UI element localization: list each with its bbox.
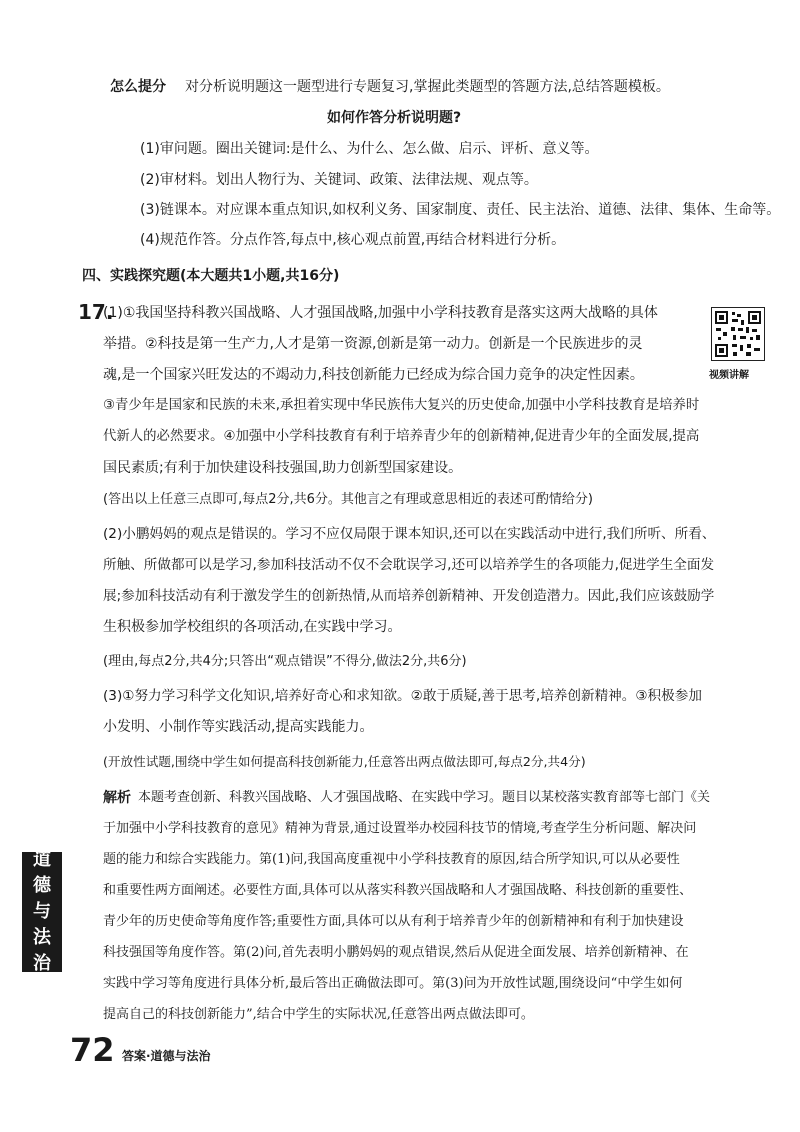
- tips-item: (2)审材料。划出人物行为、关键词、政策、法律法规、观点等。: [140, 172, 538, 188]
- tips-label: 怎么提分: [110, 79, 166, 95]
- scoring-note: (开放性试题,围绕中学生如何提高科技创新能力,任意答出两点做法即可,每点2分,共4分): [103, 754, 586, 769]
- analysis-line: 本题考查创新、科教兴国战略、人才强国战略、在实践中学习。题目以某校落实教育部等七部门《关: [138, 790, 711, 805]
- tips-heading: 如何作答分析说明题?: [327, 110, 462, 126]
- analysis-line: 青少年的历史使命等角度作答;重要性方面,具体可以从有利于培养青少年的创新精神和有利于加快建设: [103, 914, 684, 929]
- answer-line: 国民素质;有利于加快建设科技强国,助力创新型国家建设。: [103, 460, 463, 476]
- analysis-line: 科技强国等角度作答。第(2)问,首先表明小鹏妈妈的观点错误,然后从促进全面发展、培养创新精神、在: [103, 945, 689, 960]
- scoring-note: (答出以上任意三点即可,每点2分,共6分。其他言之有理或意思相近的表述可酌情给分): [103, 492, 593, 507]
- analysis-line: 提高自己的科技创新能力”,结合中学生的实际状况,任意答出两点做法即可。: [103, 1007, 534, 1022]
- analysis-line: 于加强中小学科技教育的意见》精神为背景,通过设置举办校园科技节的情境,考查学生分析问题、解决问: [103, 821, 697, 836]
- analysis-line: 和重要性两方面阐述。必要性方面,具体可以从落实科教兴国战略和人才强国战略、科技创新的重要性、: [103, 883, 693, 898]
- section-title: 四、实践探究题(本大题共1小题,共16分): [82, 268, 340, 284]
- analysis-line: 实践中学习等角度进行具体分析,最后答出正确做法即可。第(3)问为开放性试题,围绕设问“中学生如何: [103, 976, 683, 991]
- subject-side-tab: [22, 849, 62, 974]
- side-tab-char: 道: [33, 849, 51, 870]
- answer-line: 所触、所做都可以是学习,参加科技活动不仅不会耽误学习,还可以培养学生的各项能力,促进学生全面发: [103, 557, 715, 573]
- scoring-note: (理由,每点2分,共4分;只答出“观点错误”不得分,做法2分,共6分): [103, 654, 467, 669]
- answer-line: ③青少年是国家和民族的未来,承担着实现中华民族伟大复兴的历史使命,加强中小学科技教育是培养时: [103, 398, 700, 413]
- tips-item: (4)规范作答。分点作答,每点中,核心观点前置,再结合材料进行分析。: [140, 232, 566, 248]
- tips-text: 对分析说明题这一题型进行专题复习,掌握此类题型的答题方法,总结答题模板。: [185, 79, 670, 95]
- analysis-line: 题的能力和综合实践能力。第(1)问,我国高度重视中小学科技教育的原因,结合所学知识,可以从必要性: [103, 852, 680, 867]
- question-number: 17.: [78, 300, 114, 324]
- qr-code-icon[interactable]: [711, 307, 765, 361]
- answer-line: (1)①我国坚持科教兴国战略、人才强国战略,加强中小学科技教育是落实这两大战略的具体: [103, 305, 658, 321]
- answer-line: 举措。②科技是第一生产力,人才是第一资源,创新是第一动力。创新是一个民族进步的灵: [103, 336, 643, 352]
- analysis-label: 解析: [103, 790, 131, 806]
- tips-item: (3)链课本。对应课本重点知识,如权利义务、国家制度、责任、民主法治、道德、法律、集体、生命等。: [140, 202, 781, 218]
- answer-line: 魂,是一个国家兴旺发达的不竭动力,科技创新能力已经成为综合国力竞争的决定性因素。: [103, 367, 644, 383]
- qr-caption: 视频讲解: [709, 370, 749, 381]
- tips-item: (1)审问题。圈出关键词:是什么、为什么、怎么做、启示、评析、意义等。: [140, 141, 599, 157]
- answer-line: 代新人的必然要求。④加强中小学科技教育有利于培养青少年的创新精神,促进青少年的全面发展,提高: [103, 429, 700, 444]
- answer-line: (3)①努力学习科学文化知识,培养好奇心和求知欲。②敢于质疑,善于思考,培养创新精神。③积极参加: [103, 688, 702, 704]
- answer-line: (2)小鹏妈妈的观点是错误的。学习不应仅局限于课本知识,还可以在实践活动中进行,我们所听、所看、: [103, 526, 716, 542]
- side-tab-char: 德: [33, 875, 51, 896]
- footer-title: 答案·道德与法治: [122, 1049, 211, 1063]
- answer-line: 小发明、小制作等实践活动,提高实践能力。: [103, 719, 374, 735]
- side-tab-char: 法: [33, 927, 51, 948]
- side-tab-char: 与: [33, 901, 51, 922]
- answer-line: 展;参加科技活动有利于激发学生的创新热情,从而培养创新精神、开发创造潜力。因此,我们应该鼓励学: [103, 588, 715, 604]
- side-tab-char: 治: [33, 953, 51, 974]
- page-number: 72: [70, 1031, 115, 1069]
- answer-line: 生积极参加学校组织的各项活动,在实践中学习。: [103, 619, 402, 635]
